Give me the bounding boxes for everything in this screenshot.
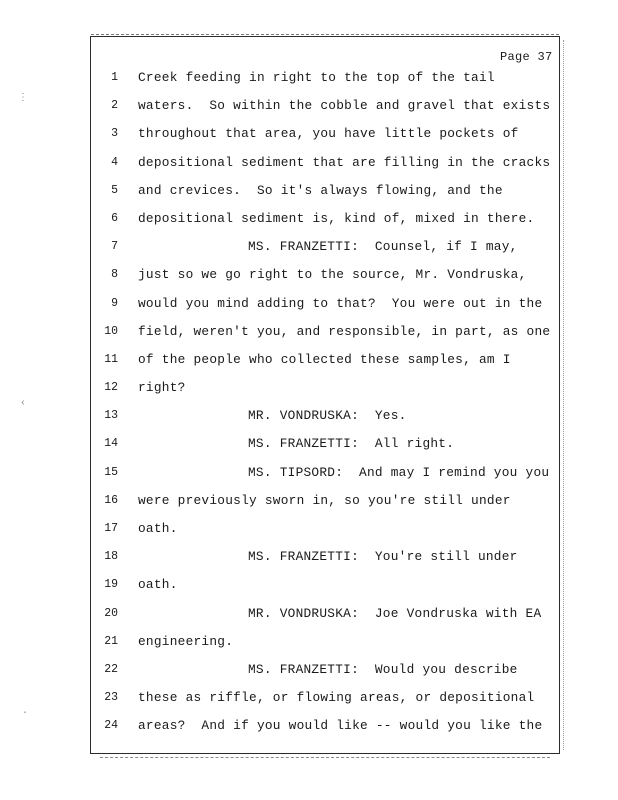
line-number: 3 [111,127,118,141]
transcript-line [96,465,556,493]
transcript-line [96,98,556,126]
line-text: right? [138,380,186,396]
line-number: 7 [111,240,118,254]
line-text: depositional sediment is, kind of, mixed in there. [138,210,535,226]
line-number: 12 [104,381,118,395]
scan-speck: ⋮ [18,93,28,104]
line-number: 17 [104,522,118,535]
speaker-text: MS. FRANZETTI: Would you describe [248,661,518,677]
transcript-line [96,324,556,352]
line-text: engineering. [138,633,234,649]
transcript-line [96,606,556,634]
line-text: waters. So within the cobble and gravel that exists [138,98,551,114]
line-number: 4 [111,155,118,169]
transcript-line [96,183,556,211]
line-number: 21 [104,634,118,648]
line-number: 9 [111,296,118,310]
transcript-line [96,126,556,154]
line-number: 10 [104,324,118,338]
speaker-text: MS. TIPSORD: And may I remind you you [248,464,550,480]
transcript-body [96,70,556,747]
speaker-text: MS. FRANZETTI: All right. [248,436,455,452]
line-number: 1 [111,71,118,84]
line-number: 6 [111,211,118,225]
transcript-line [96,521,556,549]
line-text: throughout that area, you have little pockets of [138,126,519,142]
line-text: field, weren't you, and responsible, in part, as one [138,323,551,339]
line-number: 2 [111,99,118,113]
bottom-scan-line [100,757,550,758]
line-text: and crevices. So it's always flowing, and the [138,182,503,198]
transcript-line [96,70,556,98]
line-number: 13 [104,409,118,423]
line-number: 15 [104,465,118,479]
transcript-line [96,155,556,183]
transcript-line [96,267,556,295]
line-number: 11 [104,352,118,366]
transcript-line [96,380,556,408]
line-text: just so we go right to the source, Mr. Vondruska, [138,267,527,283]
line-number: 16 [104,493,118,507]
line-number: 14 [104,437,118,451]
line-text: oath. [138,577,178,593]
line-text: areas? And if you would like -- would you like the [138,718,543,734]
line-text: would you mind adding to that? You were out in the [138,295,543,311]
line-number: 18 [104,550,118,564]
line-number: 22 [104,662,118,676]
line-number: 24 [104,719,118,733]
margin-marks [563,40,568,750]
transcript-line [96,634,556,662]
speaker-text: MR. VONDRUSKA: Yes. [248,408,407,424]
line-text: these as riffle, or flowing areas, or depositional [138,690,535,706]
transcript-line [96,718,556,746]
transcript-line [96,493,556,521]
speaker-text: MR. VONDRUSKA: Joe Vondruska with EA [248,605,542,621]
speaker-text: MS. FRANZETTI: You're still under [248,549,518,565]
page-number: Page 37 [500,50,553,64]
transcript-line [96,436,556,464]
speaker-text: MS. FRANZETTI: Counsel, if I may, [248,239,518,255]
transcript-line [96,690,556,718]
line-text: of the people who collected these samples, am I [138,351,511,367]
line-text: oath. [138,521,178,536]
line-text: were previously sworn in, so you're still under [138,492,511,508]
line-number: 19 [104,578,118,592]
transcript-line [96,211,556,239]
transcript-line [96,352,556,380]
transcript-line [96,239,556,267]
line-text: depositional sediment that are filling in the cracks [138,154,551,170]
line-number: 5 [111,183,118,197]
scan-speck: · [22,708,29,719]
transcript-line [96,408,556,436]
line-number: 8 [111,268,118,282]
transcript-line [96,577,556,605]
line-text: Creek feeding in right to the top of the tail [138,70,495,85]
transcript-line [96,662,556,690]
transcript-line [96,549,556,577]
scan-speck: ‹ [20,398,27,409]
line-number: 23 [104,691,118,705]
transcript-line [96,296,556,324]
line-number: 20 [104,606,118,620]
